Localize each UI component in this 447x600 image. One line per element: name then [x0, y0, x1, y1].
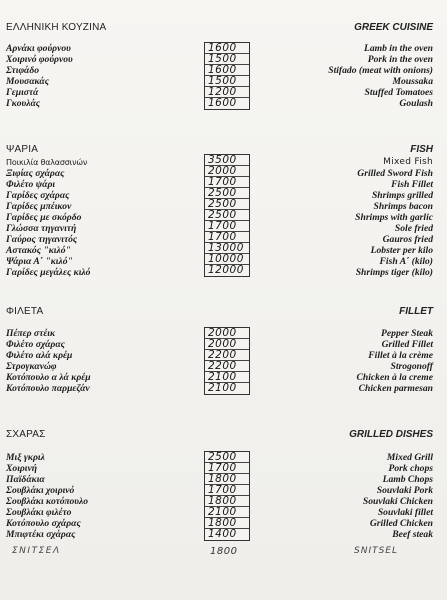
menu-item-row — [0, 507, 447, 518]
item-name-greek: Γεμιστά — [6, 87, 39, 98]
menu-item-row — [0, 518, 447, 529]
item-name-english: Grilled Chicken — [369, 518, 433, 529]
item-name-greek: Φιλέτο ψάρι — [6, 179, 56, 190]
menu-item-row — [0, 463, 447, 474]
item-name-greek: Γαρίδες σχάρας — [6, 190, 70, 201]
item-name-english: Gauros fried — [382, 234, 433, 245]
item-name-english: Souvlaki Chicken — [362, 496, 433, 507]
item-price: 2200 — [208, 349, 237, 361]
item-price: 10000 — [208, 253, 244, 265]
item-name-greek: Αστακός "κιλό" — [6, 245, 71, 256]
item-price: 1800 — [208, 473, 237, 485]
item-price: 1400 — [208, 528, 237, 540]
item-name-english: Mixed Fish — [383, 157, 433, 167]
item-name-greek: Μιξ γκριλ — [6, 452, 45, 463]
item-price: 2500 — [208, 198, 237, 210]
section-title-english: GREEK CUISINE — [354, 22, 433, 33]
item-name-english: Grilled Sword Fish — [357, 168, 433, 179]
item-name-greek: Φιλέτο σχάρας — [6, 339, 65, 350]
item-name-greek: Παϊδάκια — [6, 474, 45, 485]
item-name-greek: Γαρίδες με σκόρδο — [6, 212, 82, 223]
item-name-english: Strogonoff — [390, 361, 433, 372]
item-name-greek: Στρογκανώφ — [6, 361, 57, 372]
item-name-english: Lamb in the oven — [363, 43, 433, 54]
item-price: 2100 — [208, 506, 237, 518]
item-name-greek: Κοτόπουλο σχάρας — [6, 518, 81, 529]
item-name-greek: Σουβλάκι κοτόπουλο — [6, 496, 89, 507]
item-price: 12000 — [208, 264, 244, 276]
item-name-english: Pepper Steak — [381, 328, 433, 339]
item-name-english: Pork chops — [388, 463, 433, 474]
item-price: 2100 — [208, 382, 237, 394]
item-name-english: Mixed Grill — [386, 452, 433, 463]
item-name-greek: Χοιρινό φούρνου — [6, 54, 73, 65]
item-price: 1600 — [208, 97, 237, 109]
item-name-english: Stifado (meat with onions) — [328, 65, 433, 76]
menu-item-row — [0, 496, 447, 507]
item-name-english: Shrimps with garlic — [355, 212, 433, 223]
item-name-english: Souvlaki Pork — [376, 485, 433, 496]
item-name-greek: Πέπερ στέικ — [6, 328, 56, 339]
section-title-greek: ΦΙΛΕΤΑ — [6, 306, 44, 317]
section-title-english: FILLET — [399, 306, 433, 317]
item-name-greek: Ψάρια Α΄ "κιλό" — [6, 256, 73, 267]
section-title-greek: ΕΛΛΗΝΙΚΗ ΚΟΥΖΙΝΑ — [6, 22, 107, 33]
item-name-english: Pork in the oven — [367, 54, 433, 65]
section-title-greek: ΨΑΡΙΑ — [6, 144, 39, 155]
item-name-english: Fish A΄ (kilo) — [379, 256, 433, 267]
section-title-english: GRILLED DISHES — [349, 429, 433, 440]
item-price: 1200 — [208, 86, 237, 98]
item-price: 1500 — [208, 53, 237, 65]
item-price: 13000 — [208, 242, 244, 254]
item-price: 2000 — [208, 165, 237, 177]
item-price: 1800 — [208, 517, 237, 529]
item-name-english: Souvlaki fillet — [377, 507, 433, 518]
footer-item-price: 1800 — [210, 546, 238, 557]
item-name-english: Lobster per kilo — [370, 245, 433, 256]
item-name-greek: Γαρίδες μεγάλες κιλό — [6, 267, 91, 278]
item-price: 1600 — [208, 64, 237, 76]
item-price: 1700 — [208, 231, 237, 243]
item-price: 2500 — [208, 187, 237, 199]
item-name-english: Shrimps bacon — [373, 201, 433, 212]
item-name-greek: Γαύρος τηγανιτός — [6, 234, 78, 245]
item-name-english: Grilled Fillet — [381, 339, 433, 350]
item-price: 2500 — [208, 451, 237, 463]
item-name-greek: Φιλέτο αλά κρέμ — [6, 350, 73, 361]
menu-item-row — [0, 529, 447, 540]
item-name-greek: Σουβλάκι χοιρινό — [6, 485, 75, 496]
item-price: 1700 — [208, 220, 237, 232]
item-price: 1800 — [208, 495, 237, 507]
item-name-greek: Μπιφτέκι σχάρας — [6, 529, 76, 540]
item-price: 1700 — [208, 462, 237, 474]
item-name-greek: Ξιφίας σχάρας — [6, 168, 65, 179]
item-price: 1600 — [208, 42, 237, 54]
section-title-english: FISH — [410, 144, 433, 155]
menu-item-row — [0, 485, 447, 496]
footer-item-english: SNITSEL — [354, 546, 399, 556]
item-name-english: Shrimps tiger (kilo) — [355, 267, 433, 278]
item-name-greek: Γλώσσα τηγανιτή — [6, 223, 77, 234]
footer-item-greek: ΣΝΙΤΣΕΛ — [12, 546, 61, 556]
item-price: 1700 — [208, 484, 237, 496]
item-name-greek: Αρνάκι φούρνου — [6, 43, 71, 54]
item-price: 2200 — [208, 360, 237, 372]
item-name-greek: Κοτόπουλο α λά κρέμ — [6, 372, 91, 383]
item-name-english: Stuffed Tomatoes — [364, 87, 433, 98]
item-name-english: Lamb Chops — [382, 474, 433, 485]
item-name-greek: Κοτόπουλο παρμεζάν — [6, 383, 90, 394]
item-name-english: Moussaka — [392, 76, 433, 87]
section-title-greek: ΣΧΑΡΑΣ — [6, 429, 46, 440]
item-name-greek: Ποικιλία θαλασσινών — [6, 158, 88, 167]
item-name-greek: Μουσακάς — [6, 76, 49, 87]
item-name-english: Fillet à la crème — [368, 350, 433, 361]
item-name-english: Fish Fillet — [391, 179, 433, 190]
item-name-greek: Σουβλάκι φιλέτο — [6, 507, 72, 518]
item-price: 2000 — [208, 327, 237, 339]
item-name-english: Shrimps grilled — [371, 190, 433, 201]
item-name-greek: Χοιρινή — [6, 463, 37, 474]
item-name-greek: Στιφάδο — [6, 65, 40, 76]
item-price: 1500 — [208, 75, 237, 87]
item-name-english: Goulash — [399, 98, 433, 109]
item-price: 3500 — [208, 154, 237, 166]
item-name-english: Chicken à la creme — [356, 372, 433, 383]
item-name-english: Beef steak — [392, 529, 433, 540]
item-name-english: Sole fried — [394, 223, 433, 234]
item-price: 2500 — [208, 209, 237, 221]
item-price: 1700 — [208, 176, 237, 188]
item-name-greek: Γαρίδες μπέικον — [6, 201, 72, 212]
item-price: 2000 — [208, 338, 237, 350]
item-name-greek: Γκουλάς — [6, 98, 41, 109]
item-name-english: Chicken parmesan — [358, 383, 433, 394]
menu-item-row — [0, 452, 447, 463]
menu-item-row — [0, 474, 447, 485]
item-price: 2100 — [208, 371, 237, 383]
